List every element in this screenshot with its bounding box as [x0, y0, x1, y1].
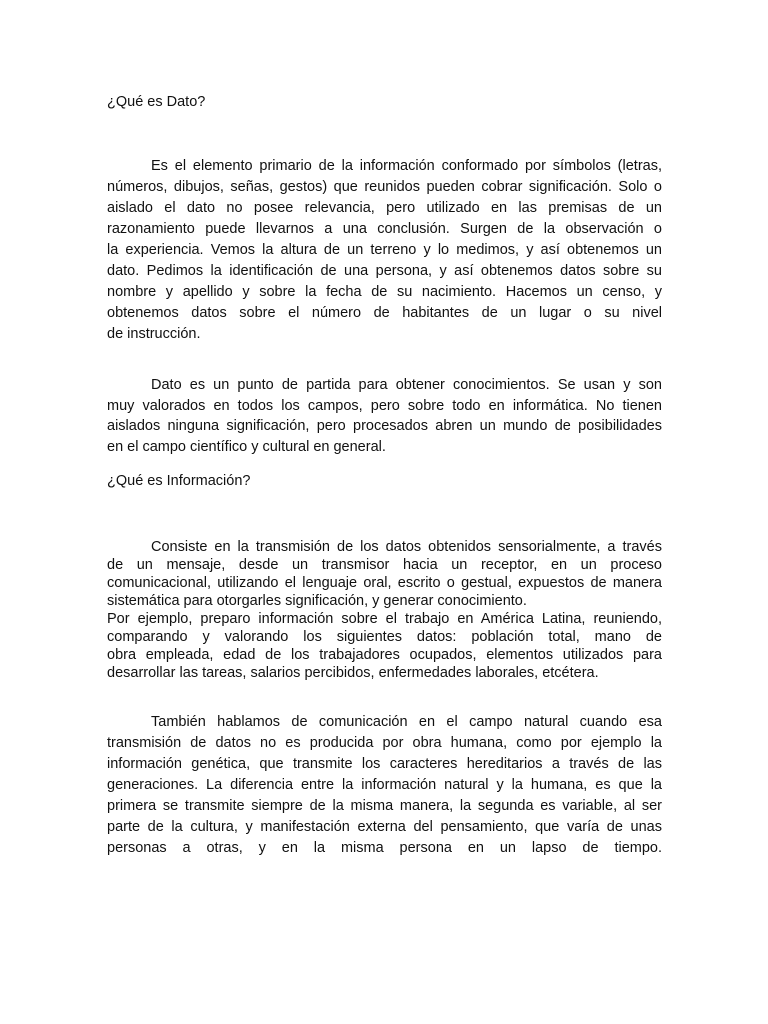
paragraph-line: comunicacional, utilizando el lenguaje oral, escrito o gestual, expuestos de manera — [107, 575, 662, 591]
paragraph-line: de instrucción. — [107, 326, 201, 342]
paragraph-line: aislados ninguna significación, pero procesados abren un mundo de posibilidades — [107, 418, 662, 434]
paragraph-line: comparando y valorando los siguientes datos: población total, mano de — [107, 629, 662, 645]
paragraph-line: en el campo científico y cultural en general. — [107, 438, 386, 455]
paragraph-line: generaciones. La diferencia entre la información natural y la humana, es que la — [107, 777, 662, 793]
paragraph-line: la experiencia. Vemos la altura de un terreno y lo medimos, y así obtenemos un — [107, 242, 662, 258]
heading-que-es-dato: ¿Qué es Dato? — [107, 94, 206, 110]
paragraph-line: obtenemos datos sobre el número de habitantes de un lugar o su nivel — [107, 305, 662, 321]
paragraph-line: desarrollar las tareas, salarios percibidos, enfermedades laborales, etcétera. — [107, 665, 599, 681]
paragraph-line: muy valorados en todos los campos, pero sobre todo en informática. No tienen — [107, 397, 662, 414]
paragraph-line: Consiste en la transmisión de los datos obtenidos sensorialmente, a través — [151, 539, 662, 555]
paragraph-line: obra empleada, edad de los trabajadores ocupados, elementos utilizados para — [107, 647, 662, 663]
paragraph-definicion-dato — [107, 156, 662, 345]
paragraph-line: Por ejemplo, preparo información sobre el trabajo en América Latina, reuniendo, — [107, 611, 662, 627]
paragraph-line: nombre y apellido y sobre la fecha de su nacimiento. Hacemos un censo, y — [107, 284, 662, 300]
paragraph-line: transmisión de datos no es producida por obra humana, como por ejemplo la — [107, 735, 662, 751]
paragraph-line: información genética, que transmite los caracteres hereditarios a través de las — [107, 756, 662, 772]
paragraph-definicion-informacion — [107, 538, 662, 682]
paragraph-line: Dato es un punto de partida para obtener conocimientos. Se usan y son — [151, 377, 662, 393]
paragraph-line: números, dibujos, señas, gestos) que reunidos pueden cobrar significación. Solo o — [107, 179, 662, 195]
heading-que-es-informacion: ¿Qué es Información? — [107, 473, 251, 489]
paragraph-line: aislado el dato no posee relevancia, pero utilizado en las premisas de un — [107, 200, 662, 216]
paragraph-line: sistemática para otorgarles significación, y generar conocimiento. — [107, 593, 527, 609]
paragraph-line: personas a otras, y en la misma persona en un lapso de tiempo. — [107, 840, 662, 856]
paragraph-line: dato. Pedimos la identificación de una persona, y así obtenemos datos sobre su — [107, 263, 662, 279]
paragraph-line: Es el elemento primario de la información conformado por símbolos (letras, — [151, 158, 662, 174]
paragraph-line: También hablamos de comunicación en el campo natural cuando esa — [151, 714, 662, 730]
paragraph-line: de un mensaje, desde un transmisor hacia un receptor, en un proceso — [107, 557, 662, 573]
paragraph-dato-punto-partida — [107, 375, 662, 457]
paragraph-line: razonamiento puede llevarnos a una conclusión. Surgen de la observación o — [107, 221, 662, 237]
paragraph-line: primera se transmite siempre de la misma manera, la segunda es variable, al ser — [107, 798, 662, 814]
paragraph-comunicacion-natural — [107, 712, 662, 859]
paragraph-line: parte de la cultura, y manifestación externa del pensamiento, que varía de unas — [107, 819, 662, 835]
